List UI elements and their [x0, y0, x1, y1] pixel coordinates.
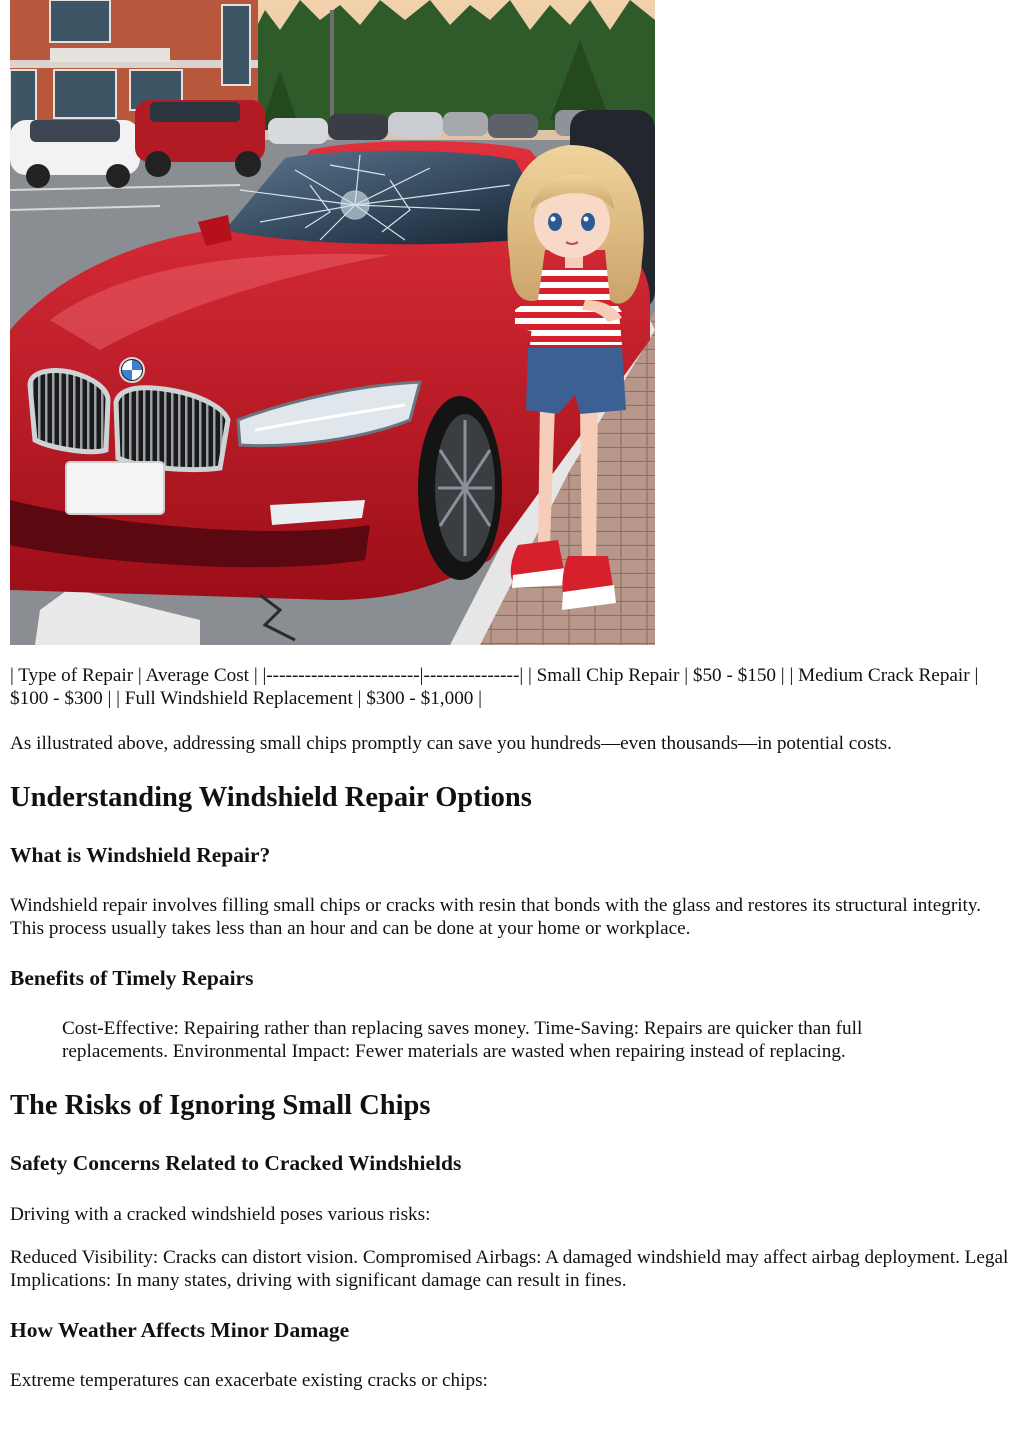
paragraph-what-is-repair: Windshield repair involves filling small chips or cracks with resin that bonds with the glass and restores its structural integrity. This process usually takes less than an hour and can be done at your home or workplace.: [10, 895, 982, 939]
heading-repair-options: Understanding Windshield Repair Options: [10, 782, 532, 813]
paragraph-risks-intro: Driving with a cracked windshield poses various risks:: [10, 1204, 431, 1225]
hero-image: [10, 0, 655, 645]
car-emblem-icon: [120, 358, 144, 382]
heading-safety-concerns: Safety Concerns Related to Cracked Windshields: [10, 1151, 462, 1175]
paragraph-risks-list: Reduced Visibility: Cracks can distort vision. Compromised Airbags: A damaged windshield may affect airbag deployment. Legal Implications: In many states, driving with significant damage can result in fines.: [10, 1247, 1009, 1291]
heading-what-is-repair: What is Windshield Repair?: [10, 843, 271, 867]
intro-paragraph: As illustrated above, addressing small chips promptly can save you hundreds—even thousands—in potential costs.: [10, 733, 892, 754]
heading-risks: The Risks of Ignoring Small Chips: [10, 1090, 431, 1121]
heading-benefits: Benefits of Timely Repairs: [10, 966, 254, 990]
heading-weather: How Weather Affects Minor Damage: [10, 1318, 350, 1342]
repair-cost-table-text: | Type of Repair | Average Cost | |------------------------|---------------| | Small Chip Repair | $50 - $150 | | Medium Crack Repair | $100 - $300 | | Full Windshield Replacement | $300 - $1,000 |: [10, 665, 979, 709]
paragraph-weather: Extreme temperatures can exacerbate existing cracks or chips:: [10, 1370, 488, 1391]
benefits-blockquote: Cost-Effective: Repairing rather than replacing saves money. Time-Saving: Repairs are quicker than full replacements. Environmental Impact: Fewer materials are wasted when repairing instead of replacing.: [62, 1018, 863, 1062]
